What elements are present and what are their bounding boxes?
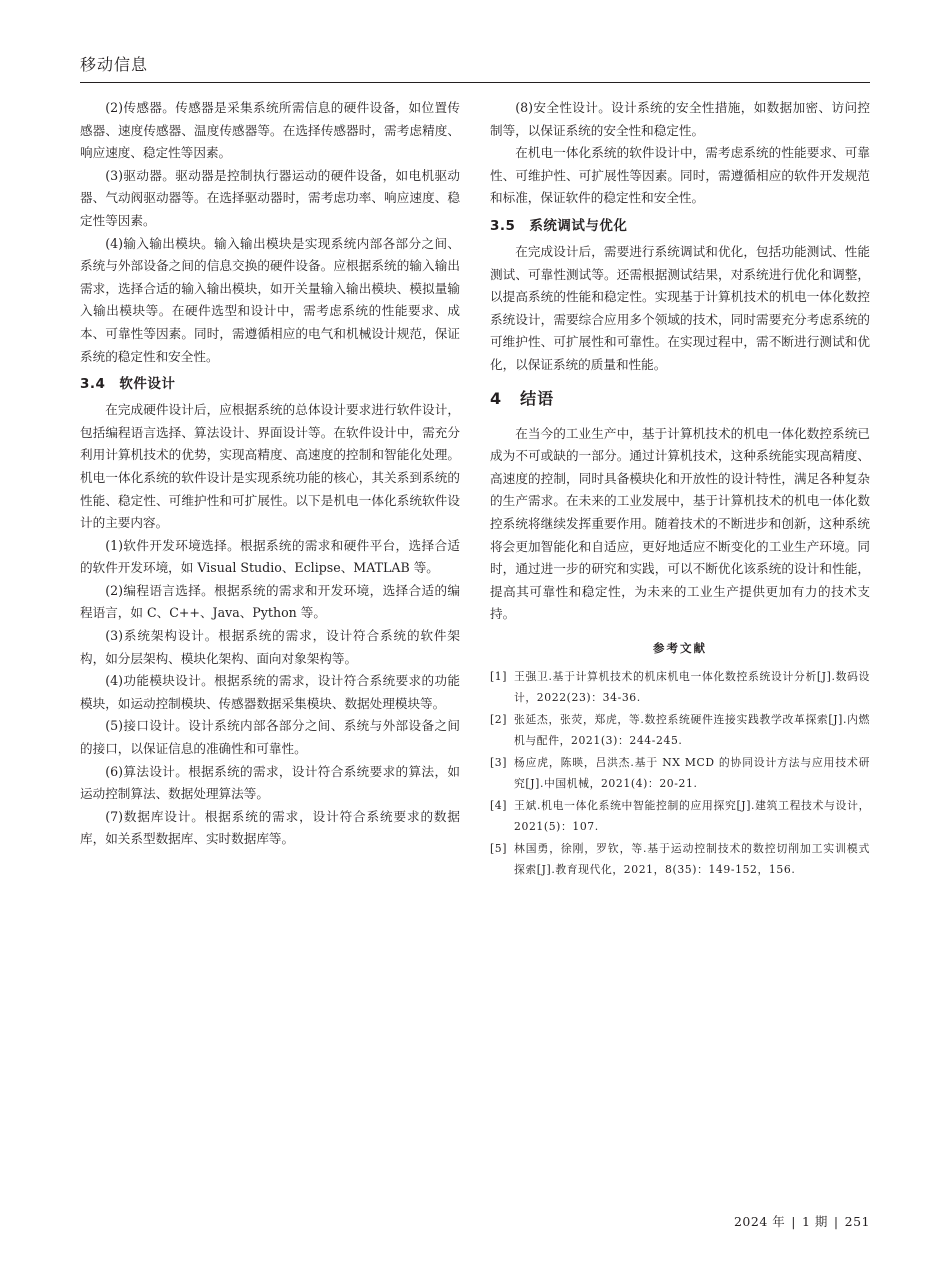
section-title: 系统调试与优化 xyxy=(529,217,628,234)
reference-item xyxy=(490,838,870,880)
reference-index: [5] xyxy=(490,841,508,855)
reference-item xyxy=(490,709,870,751)
left-column xyxy=(80,97,460,851)
paragraph-conclusion: 在当今的工业生产中，基于计算机技术的机电一体化数控系统已成为不可或缺的一部分。通过计算机技术，这种系统能实现高精度、高速度的控制，同时具备模块化和开放性的设计特性，满足各种复杂的生产需求。在未来的工业发展中，基于计算机技术的机电一体化数控系统将继续发挥重要作用。随着技术的不断进步和创新，这种系统将会更加智能化和自适应，更好地适应不断变化的工业生产环境。同时，通过进一步的研究和实践，可以不断优化该系统的设计和性能，提高其可靠性和稳定性，为未来的工业生产提供更加有力的技术支持。 xyxy=(490,425,870,622)
reference-item xyxy=(490,795,870,837)
section-heading-3-5 xyxy=(490,216,870,236)
reference-index: [3] xyxy=(490,755,508,769)
paragraph-driver: (3)驱动器。驱动器是控制执行器运动的硬件设备，如电机驱动器、气动阀驱动器等。在选择驱动器时，需考虑功率、响应速度、稳定性等因素。 xyxy=(80,167,460,228)
reference-index: [2] xyxy=(490,712,508,726)
references-title: 参考文献 xyxy=(653,640,707,655)
right-column xyxy=(490,97,870,881)
section-heading-4 xyxy=(490,387,870,411)
page-footer xyxy=(734,1212,870,1230)
paragraph-interface: (5)接口设计。设计系统内部各部分之间、系统与外部设备之间的接口，以保证信息的准确性和可靠性。 xyxy=(80,718,460,757)
paragraph-software-intro: 在完成硬件设计后，应根据系统的总体设计要求进行软件设计，包括编程语言选择、算法设计、界面设计等。在软件设计中，需充分利用计算机技术的优势，实现高精度、高速度的控制和智能化处理。机电一体化系统的软件设计是实现系统功能的核心，其关系到系统的性能、稳定性、可维护性和可扩展性。以下是机电一体化系统软件设计的主要内容。 xyxy=(80,402,460,531)
paragraph-dev-env: (1)软件开发环境选择。根据系统的需求和硬件平台，选择合适的软件开发环境，如 Visual Studio、Eclipse、MATLAB 等。 xyxy=(80,537,460,576)
paragraph-software-considerations: 在机电一体化系统的软件设计中，需考虑系统的性能要求、可靠性、可维护性、可扩展性等因素。同时，需遵循相应的软件开发规范和标准，保证软件的稳定性和安全性。 xyxy=(490,145,870,206)
reference-item xyxy=(490,666,870,708)
section-number: 4 xyxy=(490,388,503,408)
page-number: 251 xyxy=(844,1214,870,1229)
section-title: 软件设计 xyxy=(119,376,176,393)
paragraph-algorithm: (6)算法设计。根据系统的需求，设计符合系统要求的算法，如运动控制算法、数据处理算法等。 xyxy=(80,763,460,802)
header-divider xyxy=(80,82,870,83)
paragraph-debug-optimize: 在完成设计后，需要进行系统调试和优化，包括功能测试、性能测试、可靠性测试等。还需根据测试结果，对系统进行优化和调整，以提高系统的性能和稳定性。实现基于计算机技术的机电一体化数控系统设计，需要综合应用多个领域的技术，同时需要充分考虑系统的可维护性、可扩展性和可靠性。在实现过程中，需不断进行测试和优化，以保证系统的质量和性能。 xyxy=(490,243,870,372)
section-number: 3.4 xyxy=(80,376,106,393)
paragraph-language: (2)编程语言选择。根据系统的需求和开发环境，选择合适的编程语言，如 C、C++、Java、Python 等。 xyxy=(80,582,460,621)
footer-year: 2024 年 xyxy=(733,1214,786,1229)
footer-separator: | xyxy=(833,1214,839,1229)
section-number: 3.5 xyxy=(490,217,516,234)
paragraph-sensor: (2)传感器。传感器是采集系统所需信息的硬件设备，如位置传感器、速度传感器、温度传感器等。在选择传感器时，需考虑精度、响应速度、稳定性等因素。 xyxy=(80,100,460,161)
reference-text: 张延杰，张荧，郑虎，等.数控系统硬件连接实践教学改革探索[J].内燃机与配件，2021(3)：244-245. xyxy=(514,712,870,747)
reference-index: [4] xyxy=(490,798,508,812)
reference-text: 杨应虎，陈暎，吕洪杰.基于 NX MCD 的协同设计方法与应用技术研究[J].中国机械，2021(4)：20-21. xyxy=(514,755,870,790)
section-heading-3-4 xyxy=(80,374,460,394)
reference-item xyxy=(490,752,870,794)
paragraph-io-module: (4)输入输出模块。输入输出模块是实现系统内部各部分之间、系统与外部设备之间的信息交换的硬件设备。应根据系统的输入输出需求，选择合适的输入输出模块，如开关量输入输出模块、模拟量输入输出模块等。在硬件选型和设计中，需考虑系统的性能要求、成本、可靠性等因素。同时，需遵循相应的电气和机械设计规范，保证系统的稳定性和安全性。 xyxy=(80,235,460,364)
paragraph-architecture: (3)系统架构设计。根据系统的需求，设计符合系统的软件架构，如分层架构、模块化架构、面向对象架构等。 xyxy=(80,628,460,666)
footer-separator: | xyxy=(791,1214,796,1229)
paragraph-database: (7)数据库设计。根据系统的需求，设计符合系统要求的数据库，如关系型数据库、实时数据库等。 xyxy=(80,808,460,847)
reference-text: 林国勇，徐刚，罗钦，等.基于运动控制技术的数控切削加工实训模式探索[J].教育现代化，2021，8(35)：149-152，156. xyxy=(514,841,870,876)
reference-index: [1] xyxy=(490,669,508,683)
journal-title: 移动信息 xyxy=(80,55,149,74)
paragraph-security: (8)安全性设计。设计系统的安全性措施，如数据加密、访问控制等，以保证系统的安全性和稳定性。 xyxy=(490,100,870,138)
paragraph-function-modules: (4)功能模块设计。根据系统的需求，设计符合系统要求的功能模块，如运动控制模块、传感器数据采集模块、数据处理模块等。 xyxy=(80,673,460,711)
section-title: 结语 xyxy=(520,388,555,408)
references-list xyxy=(490,666,870,880)
footer-issue: 1 期 xyxy=(801,1214,828,1229)
reference-text: 王斌.机电一体化系统中智能控制的应用探究[J].建筑工程技术与设计，2021(5)：107. xyxy=(514,798,870,833)
reference-text: 王强卫.基于计算机技术的机床机电一体化数控系统设计分析[J].数码设计，2022(23)：34-36. xyxy=(514,669,870,704)
